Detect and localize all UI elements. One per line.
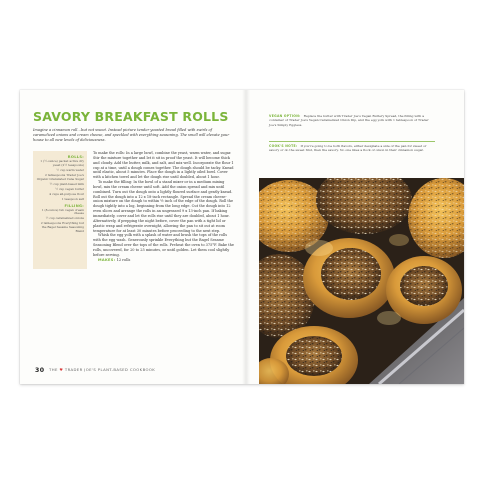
heart-icon: ♥	[59, 367, 64, 372]
page-gutter	[242, 90, 250, 384]
ingredient-item: ¾ cup plant-based milk	[49, 181, 84, 186]
direction-paragraph: To make the rolls: In a large bowl, combine the yeast, warm water, and sugar. Stir the mixture together and let it sit in proof the yeast. It will become thick and cloudy. Add the butter, milk, and salt, and mix well. Incorporate the flour 1 cup at a time, until a dough comes together. The dough should be tacky. Knead until elastic, about 5 minutes. Place the dough in a lightly oiled bowl. Cover with a kitchen towel and let the dough rise until doubled, about 1 hour.	[93, 151, 234, 180]
cooks-note	[269, 144, 435, 153]
rolls-heading: ROLLS:	[67, 155, 84, 159]
recipe-title: SAVORY BREAKFAST ROLLS	[33, 109, 229, 124]
note-divider	[269, 141, 435, 142]
cooks-note-label: COOK'S NOTE:	[269, 144, 298, 148]
cooks-note-text: If you're going to be both flavors, either designate a side of the pan for sweet or savory or do the sweet first, then the savory. No one likes a flock of onion in their cinnamon sugar.	[269, 144, 427, 153]
ingredient-item: 1 (¼-ounce) packet active dry yeast (2¼ teaspoons)	[40, 159, 84, 167]
ingredient-item: 1 teaspoon salt	[61, 197, 84, 202]
running-head-left: THE	[49, 367, 58, 372]
direction-paragraph: To make the filling: In the bowl of a stand mixer or in a medium mixing bowl, mix the cream cheese until soft. Add the onion spread and mix until combined. Turn out the dough onto a lightly floured surface and gently knead. Roll out the dough into a 12 x 18-inch rectangle. Spread the cream cheese-onion mixture on the dough to within ½ inch of the edge of the dough. Roll the dough tightly into a log, beginning from the long edge. Cut the dough into 12 even slices and arrange the rolls in an ungreased 9 x 13-inch pan. If baking immediately, cover and let the rolls rise until they are doubled, about 1 hour. Alternatively, if prepping the night before, cover the pan with a tight lid or plastic wrap and refrigerate overnight, allowing the pan to sit out at room temperature for at least 30 minutes before proceeding to the next step.	[93, 180, 234, 233]
rolls-photo-illustration	[259, 178, 464, 384]
running-head-right: TRADER JOE'S PLANT-BASED COOKBOOK	[64, 367, 156, 372]
recipe-intro: Imagine a cinnamon roll…but not sweet. Instead picture tender yeasted bread filled with swirls of caramelized onions and cream cheese, and speckled with everything seasoning. The smell will elevate your house to all new levels of deliciousness.	[33, 128, 230, 142]
cookbook-spread	[20, 90, 464, 384]
vegan-option-note	[269, 114, 435, 127]
yield-value: 12 rolls	[116, 258, 131, 263]
ingredient-item: 1 (8-ounce) tub vegan cream cheese	[41, 207, 84, 216]
vegan-option-label: VEGAN OPTION:	[269, 114, 301, 118]
ingredient-item: ½ cup warm water	[56, 167, 84, 172]
ingredient-item: ¼ cup vegan butter	[55, 186, 84, 191]
page-folio	[35, 367, 155, 374]
ingredients-sidebar	[33, 151, 87, 269]
ingredient-item: 4 cups all-purpose flour	[49, 192, 84, 197]
direction-paragraph: Whisk the egg yolk with a splash of water and brush the tops of the rolls with the egg wash. Generously sprinkle Everything but the Bagel Sesame Seasoning Blend over the tops of the rolls. Preheat the oven to 375°F. Bake the rolls, uncovered, for 20 to 25 minutes, or until golden. Let them cool slightly before serving.	[93, 233, 234, 257]
ingredient-item: ½ cup caramelized onions	[45, 216, 84, 221]
ingredient-item: 2 tablespoons Everything but the Bagel Sesame Seasoning Blend	[40, 221, 84, 233]
ingredient-item: 2 tablespoons Trader Joe's Organic Granulated Cane Sugar	[36, 172, 84, 181]
filling-heading: FILLING:	[64, 203, 84, 208]
rolls-photo	[259, 178, 464, 384]
yield-label: MAKES:	[98, 258, 116, 263]
page-number: 30	[35, 367, 45, 374]
yield-line	[93, 258, 235, 263]
vegan-option-text: Replace the butter with Trader Joe's Vegan Buttery Spread, the filling with a container of Trader Joe's Vegan Caramelized Onion Dip, and the egg yolk with 1 tablespoon of Trader Joe's Simply Eggless.	[269, 114, 429, 127]
directions	[93, 151, 235, 263]
